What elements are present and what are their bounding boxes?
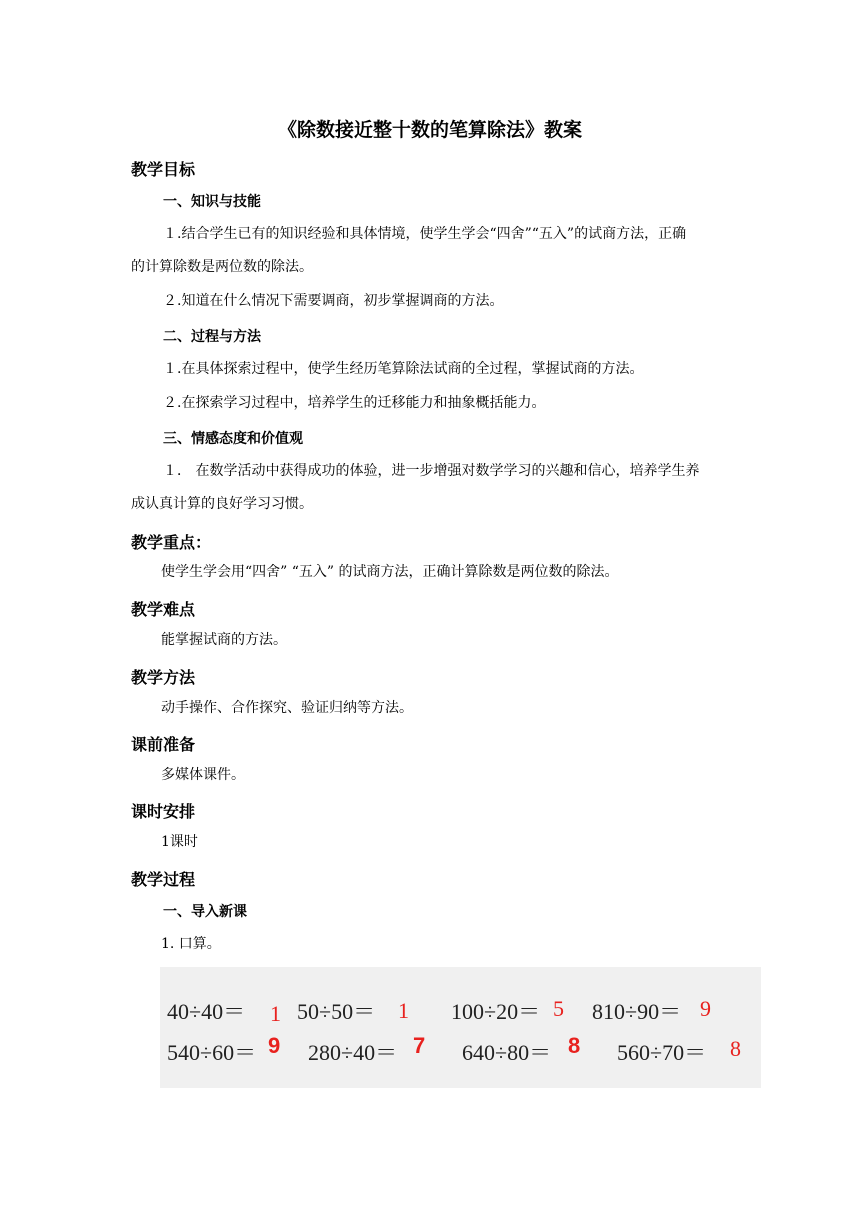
subheading-intro: 一、导入新课	[163, 904, 247, 920]
method-text: 动手操作、合作探究、验证归纳等方法。	[161, 700, 413, 716]
calc-expression: 40÷40＝	[167, 999, 246, 1024]
calc-expression: 280÷40＝	[308, 1040, 398, 1065]
goal3-item1-line2: 成认真计算的良好学习习惯。	[131, 496, 313, 512]
calc-expression: 640÷80＝	[462, 1040, 552, 1065]
goal2-item2: ２.在探索学习过程中，培养学生的迁移能力和抽象概括能力。	[163, 395, 546, 411]
calc-expression: 50÷50＝	[297, 999, 376, 1024]
oral-calc-image	[160, 967, 761, 1088]
key-points-text: 使学生学会用“四舍” “五入” 的试商方法，正确计算除数是两位数的除法。	[161, 564, 619, 580]
calc-expression: 540÷60＝	[167, 1040, 257, 1065]
goal3-item1-line1: １． 在数学活动中获得成功的体验，进一步增强对数学学习的兴趣和信心，培养学生养	[163, 463, 700, 479]
calc-answer: 9	[700, 996, 711, 1021]
calc-answer: 9	[268, 1033, 281, 1058]
subheading-knowledge-skills: 一、知识与技能	[163, 194, 261, 210]
calc-answer: 1	[398, 998, 409, 1023]
oral-calc-label: 1. 口算。	[161, 936, 221, 952]
calc-answer: 7	[413, 1033, 426, 1058]
heading-difficulty: 教学难点	[131, 600, 196, 619]
goal1-item1-line2: 的计算除数是两位数的除法。	[131, 259, 313, 275]
heading-schedule: 课时安排	[131, 802, 196, 821]
calc-answer: 8	[730, 1036, 741, 1061]
heading-preparation: 课前准备	[131, 735, 196, 754]
difficulty-text: 能掌握试商的方法。	[161, 632, 287, 648]
calc-answer: 1	[270, 1001, 281, 1026]
calc-expression: 560÷70＝	[617, 1040, 707, 1065]
heading-key-points: 教学重点：	[131, 533, 212, 552]
heading-teaching-goals: 教学目标	[131, 160, 196, 179]
goal1-item2: ２.知道在什么情况下需要调商，初步掌握调商的方法。	[163, 293, 504, 309]
calc-expression: 810÷90＝	[592, 999, 682, 1024]
subheading-process-method: 二、过程与方法	[163, 329, 261, 345]
calc-answer: 8	[568, 1033, 581, 1058]
schedule-text: 1课时	[161, 834, 198, 850]
document-title: 《除数接近整十数的笔算除法》教案	[277, 119, 582, 141]
goal2-item1: １.在具体探索过程中，使学生经历笔算除法试商的全过程，掌握试商的方法。	[163, 361, 644, 377]
heading-process: 教学过程	[131, 870, 196, 889]
subheading-attitude-values: 三、情感态度和价值观	[163, 431, 303, 447]
heading-method: 教学方法	[131, 668, 196, 687]
goal1-item1-line1: １.结合学生已有的知识经验和具体情境，使学生学会“四舍”“五入”的试商方法，正确	[163, 226, 687, 242]
calc-answer: 5	[553, 996, 564, 1021]
preparation-text: 多媒体课件。	[161, 767, 245, 783]
calc-expression: 100÷20＝	[451, 999, 541, 1024]
